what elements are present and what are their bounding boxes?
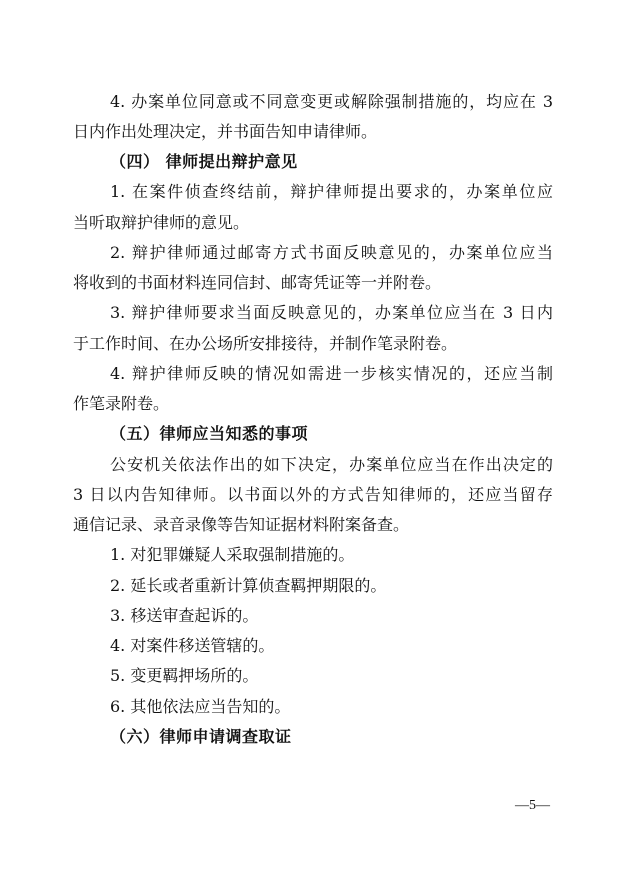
- section-heading-six: （六）律师申请调查取证: [110, 727, 292, 746]
- paragraph-line: 4. 办案单位同意或不同意变更或解除强制措施的，均应在 3: [110, 92, 553, 111]
- paragraph-line: 1. 在案件侦查终结前，辩护律师提出要求的，办案单位应: [110, 182, 553, 201]
- page-number: —5—: [515, 798, 550, 813]
- paragraph-line: 2. 辩护律师通过邮寄方式书面反映意见的，办案单位应当: [110, 243, 553, 262]
- paragraph-line: 3 日以内告知律师。以书面以外的方式告知律师的，还应当留存: [73, 485, 553, 504]
- paragraph-line: 3. 辩护律师要求当面反映意见的，办案单位应当在 3 日内: [110, 303, 553, 322]
- list-item: 2. 延长或者重新计算侦查羁押期限的。: [110, 576, 387, 595]
- paragraph-line: 于工作时间、在办公场所安排接待，并制作笔录附卷。: [73, 334, 458, 353]
- list-item: 3. 移送审查起诉的。: [110, 606, 259, 625]
- list-item: 4. 对案件移送管辖的。: [110, 636, 275, 655]
- paragraph-line: 公安机关依法作出的如下决定，办案单位应当在作出决定的: [110, 455, 553, 474]
- paragraph-line: 通信记录、录音录像等告知证据材料附案备查。: [73, 515, 410, 534]
- section-heading-five: （五）律师应当知悉的事项: [110, 424, 309, 443]
- paragraph-line: 4. 辩护律师反映的情况如需进一步核实情况的，还应当制: [110, 364, 553, 383]
- list-item: 6. 其他依法应当告知的。: [110, 697, 291, 716]
- list-item: 1. 对犯罪嫌疑人采取强制措施的。: [110, 545, 355, 564]
- paragraph-line: 当听取辩护律师的意见。: [73, 213, 250, 232]
- paragraph-line: 将收到的书面材料连同信封、邮寄凭证等一并附卷。: [73, 273, 442, 292]
- paragraph-line: 日内作出处理决定，并书面告知申请律师。: [73, 122, 378, 141]
- list-item: 5. 变更羁押场所的。: [110, 666, 259, 685]
- paragraph-line: 作笔录附卷。: [73, 394, 170, 413]
- section-heading-four: （四） 律师提出辩护意见: [110, 152, 298, 171]
